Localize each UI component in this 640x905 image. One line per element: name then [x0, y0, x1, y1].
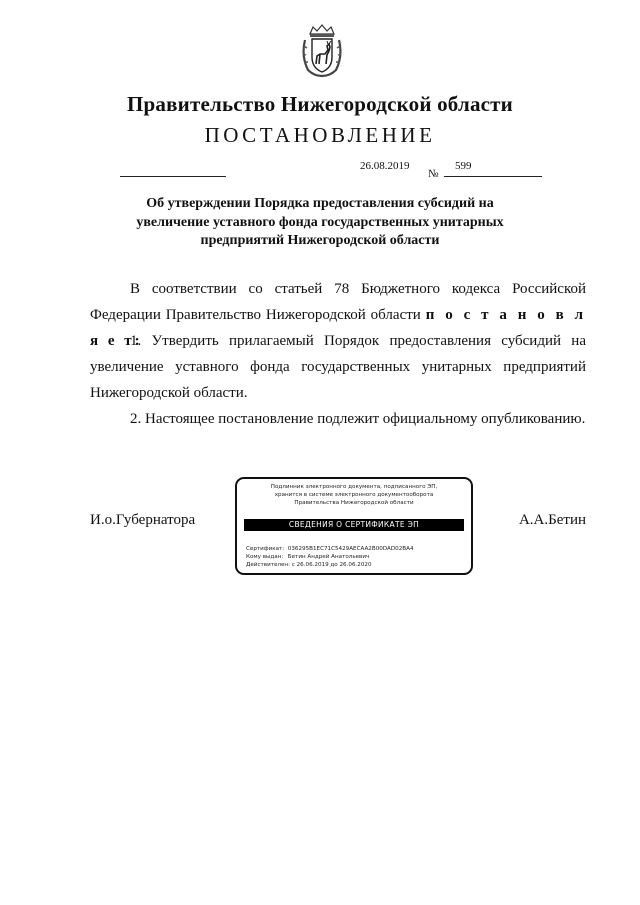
- certificate-info-bar: СВЕДЕНИЯ О СЕРТИФИКАТЕ ЭП: [244, 519, 464, 531]
- number-underline: [444, 176, 542, 177]
- subject-line-1: Об утверждении Порядка предоставления субсидий на: [146, 196, 494, 211]
- validity-label: Действителен:: [246, 562, 290, 569]
- owner-label: Кому выдан:: [246, 554, 284, 561]
- signatory-position: И.о.Губернатора: [90, 512, 196, 528]
- owner-value: Бетин Андрей Анатольевич: [287, 554, 370, 561]
- preamble-text: В соответствии со статьей 78 Бюджетного кодекса Российской Федерации Правительство Нижегородской области: [90, 281, 586, 323]
- document-type-heading: ПОСТАНОВЛЕНИЕ: [204, 123, 436, 147]
- certificate-details: [246, 545, 414, 570]
- signatory-name: А.А.Бетин: [518, 512, 586, 528]
- blank-underline-left: [120, 176, 226, 177]
- owner-row: [246, 553, 414, 561]
- number-sign: №: [428, 168, 439, 180]
- certificate-value: 036295B1EC71C5429AECAA2B00DAD02BA4: [287, 546, 414, 552]
- certificate-label: Сертификат:: [246, 546, 285, 552]
- clause-2-paragraph: 2. Настоящее постановление подлежит официальному опубликованию.: [130, 411, 586, 427]
- clause-1-paragraph: 1. Утвердить прилагаемый Порядок предоставления субсидий на увеличение уставного фонда государственных унитарных предприятий Нижегородской области.: [90, 333, 586, 401]
- validity-value: с 26.06.2019 до 26.06.2020: [291, 562, 372, 569]
- document-date: 26.08.2019: [360, 160, 410, 172]
- certificate-row: [246, 545, 414, 553]
- stamp-header-line-3: Правительства Нижегородской области: [294, 499, 414, 506]
- subject-line-2: увеличение уставного фонда государственных унитарных: [136, 214, 504, 230]
- nizhny-novgorod-coat-of-arms-icon: [300, 24, 344, 78]
- stamp-header-line-1: Подлинник электронного документа, подписанного ЭП,: [270, 484, 438, 490]
- stamp-header-line-2: хранится в системе электронного документооборота: [274, 491, 434, 498]
- subject-line-3: предприятий Нижегородской области: [200, 233, 440, 248]
- electronic-signature-stamp: [235, 477, 473, 575]
- document-subject: [100, 195, 540, 251]
- validity-row: [246, 561, 414, 569]
- document-number: 599: [455, 160, 472, 172]
- resolves-keyword: п о с т а н о в л я е т:: [90, 307, 587, 349]
- government-title: Правительство Нижегородской области: [127, 92, 513, 116]
- stamp-header: [245, 484, 463, 507]
